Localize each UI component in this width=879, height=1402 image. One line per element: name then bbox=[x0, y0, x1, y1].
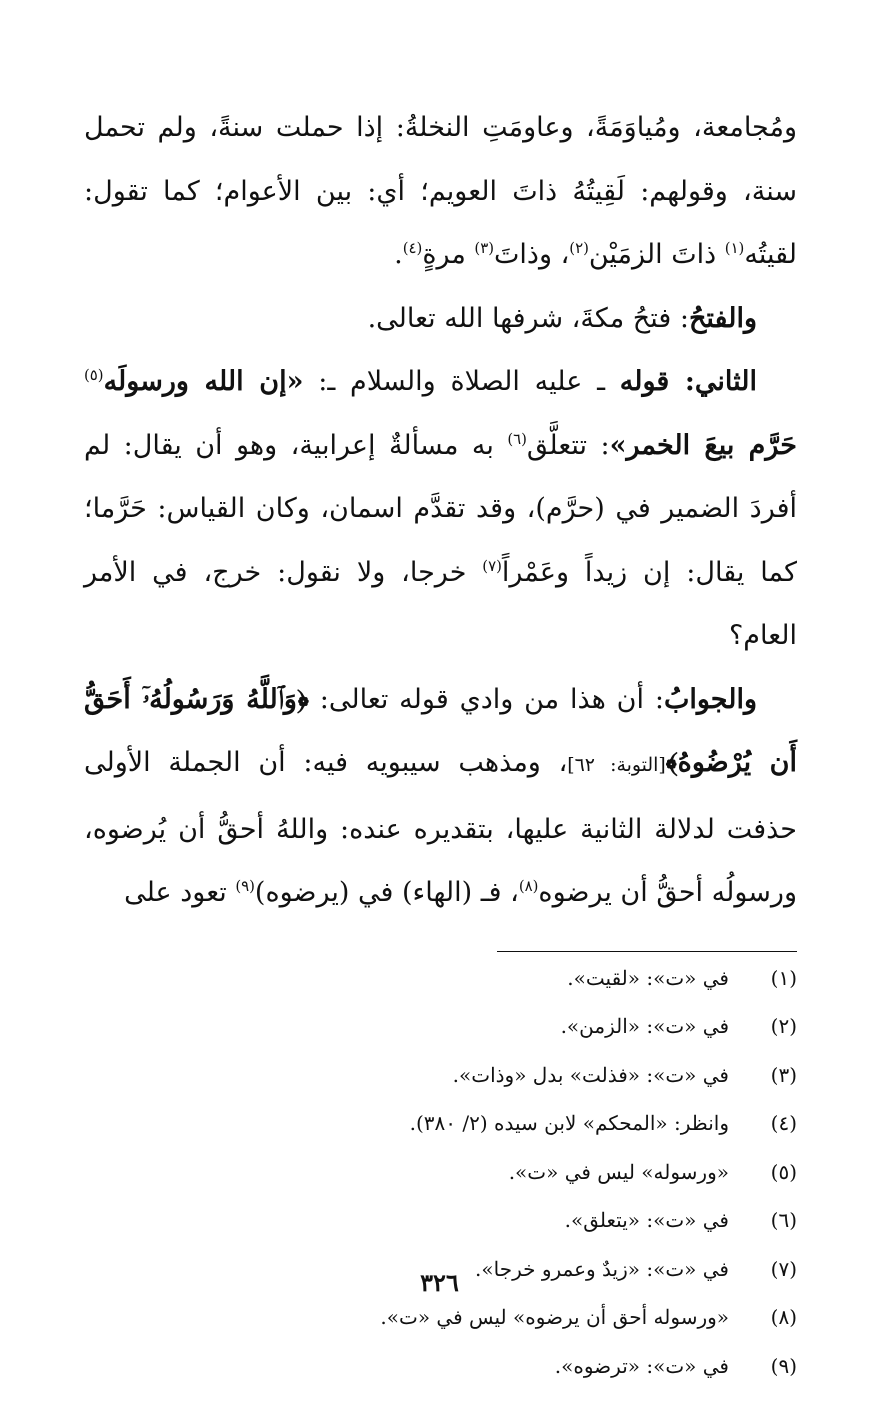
footnote-marker: (٤) bbox=[403, 239, 423, 257]
footnote-number: (٥) bbox=[745, 1160, 797, 1184]
text-segment: ، وذاتَ bbox=[494, 239, 569, 270]
text-segment: «إن الله ورسولَه bbox=[104, 366, 304, 397]
text-segment: ، ومذهب سيبويه فيه: أن الجملة الأولى حذفت لدلالة الثانية عليها، بتقديره عنده: واللهُ أحقُّ أن يُرضوه، ورسولُه أحقُّ أن يرضوه bbox=[84, 747, 797, 908]
text-segment: ذاتَ الزمَيْن bbox=[589, 239, 725, 270]
footnote-number: (٣) bbox=[745, 1063, 797, 1087]
footnote-marker: (٩) bbox=[235, 877, 255, 895]
footnote-number: (١) bbox=[745, 966, 797, 990]
footnote-item bbox=[84, 1063, 797, 1112]
text-segment: خرجا، ولا نقول: خرج، في الأمر العام؟ bbox=[84, 557, 797, 652]
footnote-text: في «ت»: «فذلت» بدل «وذات». bbox=[453, 1063, 745, 1087]
text-segment: : فتحُ مكةَ، شرفها الله تعالى. bbox=[368, 303, 689, 334]
footnote-number: (٤) bbox=[745, 1111, 797, 1135]
footnote-marker: (٥) bbox=[84, 366, 104, 384]
text-segment: والفتحُ bbox=[689, 303, 757, 334]
text-segment: ـ عليه الصلاة والسلام ـ: bbox=[303, 366, 619, 397]
footnote-marker: (٦) bbox=[507, 430, 527, 448]
text-segment: : تتعلَّق bbox=[527, 430, 610, 461]
text-segment: . bbox=[394, 239, 403, 270]
footnotes-list bbox=[84, 966, 797, 1402]
footnote-text: وانظر: «المحكم» لابن سيده (٢/ ٣٨٠). bbox=[410, 1111, 745, 1135]
footnote-number: (٨) bbox=[745, 1305, 797, 1329]
footnote-item bbox=[84, 1014, 797, 1063]
text-segment: ﴿وَٱللَّهُ وَرَسُولُهُۥٓ أَحَقُّ أَن يُرْضُوهُ﴾ bbox=[84, 684, 797, 779]
footnote-marker: (٨) bbox=[519, 877, 539, 895]
footnote-marker: (١) bbox=[725, 239, 745, 257]
footnote-text: في «ت»: «الزمن». bbox=[561, 1014, 745, 1038]
footnote-number: (٩) bbox=[745, 1354, 797, 1378]
footnote-separator bbox=[497, 951, 797, 952]
page-number: ٣٢٦ bbox=[0, 1268, 879, 1297]
footnote-marker: (٧) bbox=[482, 557, 502, 575]
text-segment: مرةٍ bbox=[422, 239, 474, 270]
footnote-text: في «ت»: «يتعلق». bbox=[565, 1208, 745, 1232]
footnote-item bbox=[84, 1354, 797, 1402]
paragraph bbox=[84, 96, 797, 287]
footnote-marker: (٢) bbox=[569, 239, 589, 257]
text-segment: الثاني: قوله bbox=[620, 366, 757, 397]
footnote-text: في «ت»: «ترضوه». bbox=[555, 1354, 745, 1378]
main-text bbox=[84, 96, 797, 925]
paragraph bbox=[84, 350, 797, 668]
text-segment: ومُجامعة، ومُياوَمَةً، وعاومَتِ النخلةُ: إذا حملت سنةً، ولم تحمل سنة، وقولهم: لَقِيتُهُ ذاتَ العويم؛ أي: بين الأعوام؛ كما تقول: لقيتُه bbox=[84, 112, 797, 270]
footnote-marker: (٣) bbox=[474, 239, 494, 257]
quran-reference: [التوبة: ٦٢] bbox=[567, 754, 665, 776]
text-segment: به مسألةٌ إعرابية، وهو أن يقال: لم أفردَ الضمير في (حرَّم)، وقد تقدَّم اسمان، وكان القياس: حَرَّما؛ كما يقال: إن زيداً وعَمْراً bbox=[84, 430, 797, 588]
footnote-number: (٢) bbox=[745, 1014, 797, 1038]
footnote-text: «ورسوله أحق أن يرضوه» ليس في «ت». bbox=[380, 1305, 745, 1329]
text-segment: حَرَّم بيعَ الخمر» bbox=[610, 430, 797, 461]
footnote-text: في «ت»: «زيدٌ وعمرو خرجا». bbox=[475, 1257, 745, 1281]
paragraph bbox=[84, 287, 797, 351]
footnote-item bbox=[84, 1305, 797, 1354]
footnote-text: في «ت»: «لقيت». bbox=[567, 966, 745, 990]
footnote-item bbox=[84, 1160, 797, 1209]
footnote-item bbox=[84, 966, 797, 1015]
text-segment: تعود على bbox=[124, 877, 235, 908]
text-segment: : أن هذا من وادي قوله تعالى: bbox=[309, 684, 664, 715]
footnote-text: «ورسوله» ليس في «ت». bbox=[509, 1160, 745, 1184]
footnote-number: (٧) bbox=[745, 1257, 797, 1281]
footnote-number: (٦) bbox=[745, 1208, 797, 1232]
paragraph bbox=[84, 668, 797, 925]
text-segment: ، فـ (الهاء) في (يرضوه) bbox=[255, 877, 519, 908]
text-segment: والجوابُ bbox=[664, 684, 757, 715]
footnote-item bbox=[84, 1208, 797, 1257]
footnote-item bbox=[84, 1111, 797, 1160]
